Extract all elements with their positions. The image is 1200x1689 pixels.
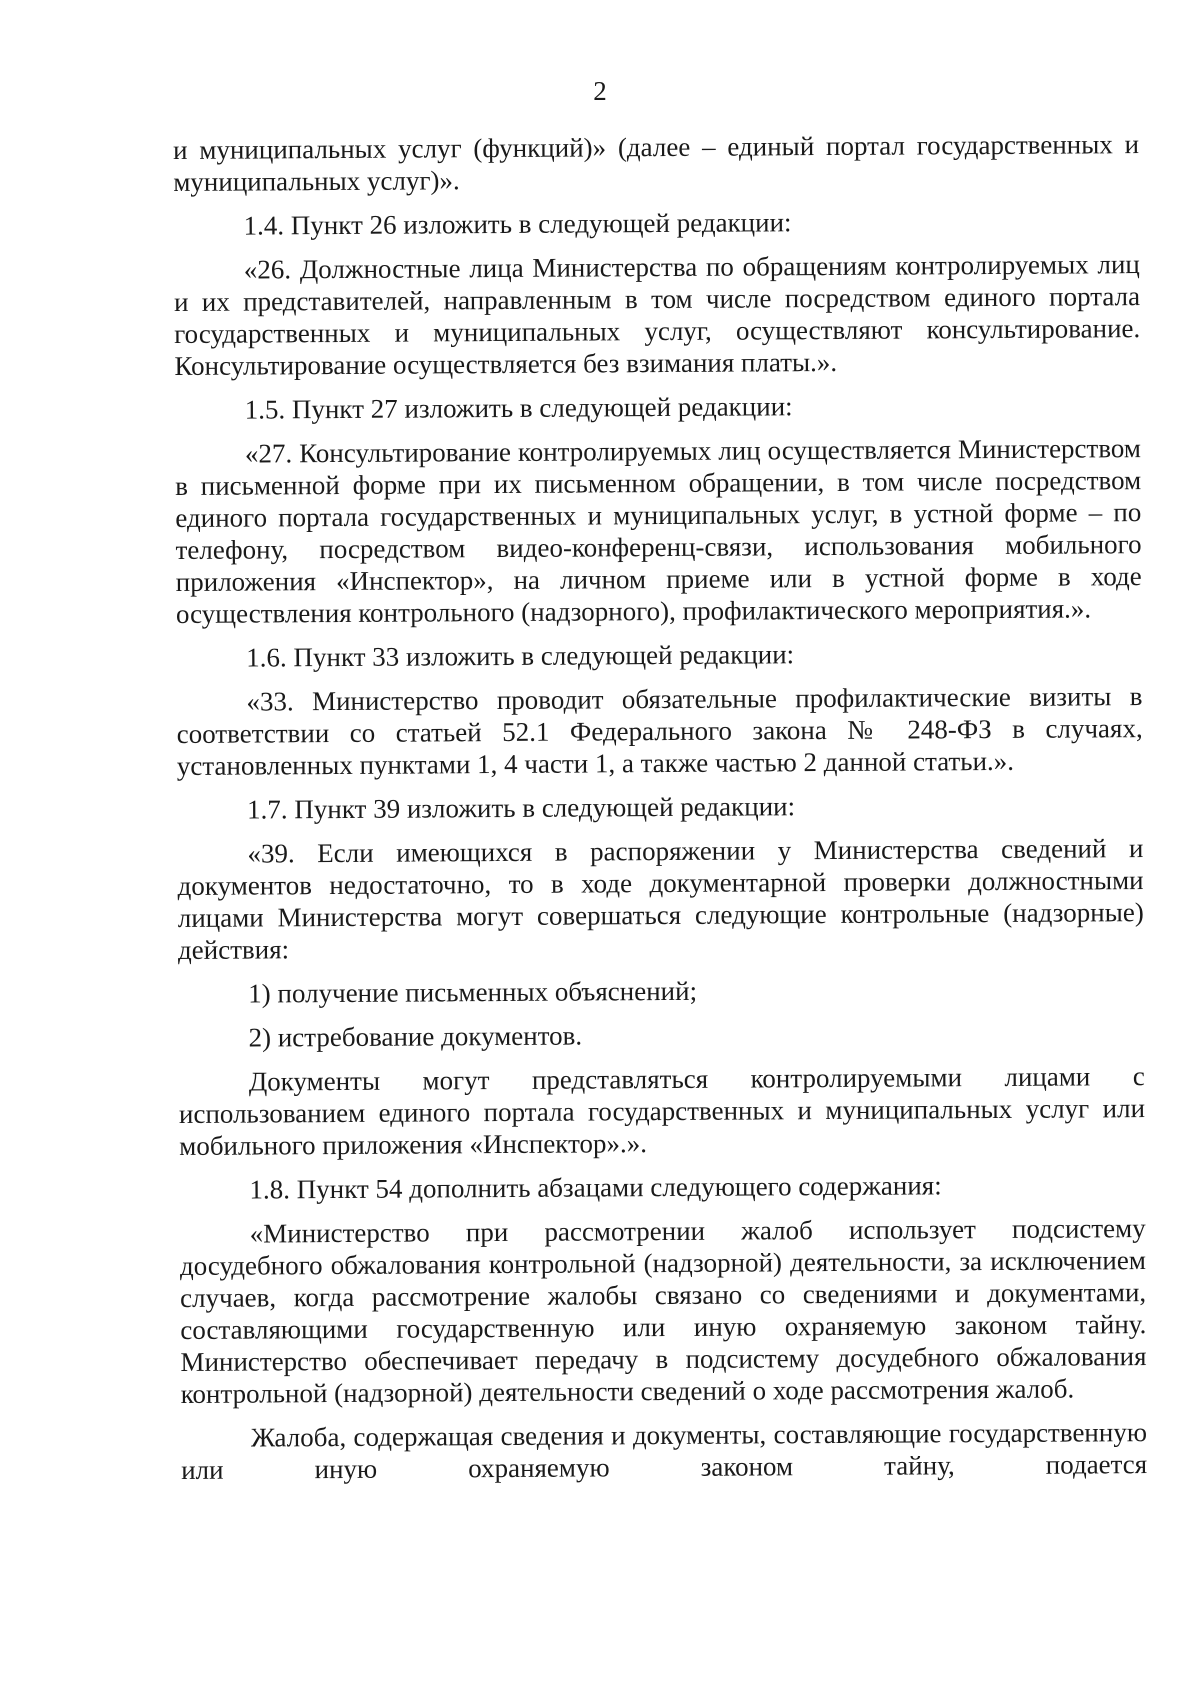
paragraph-item-1-8: 1.8. Пункт 54 дополнить абзацами следующего содержания: — [249, 1170, 942, 1205]
paragraph-item-1-6: 1.6. Пункт 33 изложить в следующей редакции: — [246, 639, 795, 673]
paragraph-clause-33: «33. Министерство проводит обязательные профилактические визиты в соответствии со статьей 52.1 Федерального закона № 248-ФЗ в случаях, установленных пунктами 1, 4 части 1, а также частью 2 данной статьи.». — [176, 681, 1143, 781]
paragraph-documents: Документы могут представляться контролируемыми лицами с использованием единого портала государственных и муниципальных услуг или мобильного приложения «Инспектор».». — [178, 1061, 1146, 1161]
paragraph-item-1-5: 1.5. Пункт 27 изложить в следующей редакции: — [244, 391, 793, 425]
paragraph-clause-26: «26. Должностные лица Министерства по обращениям контролируемых лиц и их представителей, направленным в том числе посредством единого портала государственных и муниципальных услуг, осуществляют консультирование. Консультирование осуществляется без взимания платы.». — [173, 249, 1141, 381]
paragraph-clause-27: «27. Консультирование контролируемых лиц осуществляется Министерством в письменной форме при их письменном обращении, в том числе посредством единого портала государственных и муниципальных услуг, в устной форме – по телефону, посредством видео-конференц-связи, использования мобильного приложения «Инспектор», на личном приеме или в устной форме в ходе осуществления контрольного (надзорного), профилактического мероприятия.». — [175, 433, 1142, 629]
paragraph-complaint-secret: Жалоба, содержащая сведения и документы, составляющие государственную или иную охраняемую законом тайну, подается — [181, 1417, 1148, 1485]
paragraph-clause-39: «39. Если имеющихся в распоряжении у Министерства сведений и документов недостаточно, то в ходе документарной проверки должностными лицами Министерства могут совершаться следующие контрольные (надзорные) действия: — [177, 833, 1144, 965]
paragraph-complaints-subsystem: «Министерство при рассмотрении жалоб использует подсистему досудебного обжалования контрольной (надзорной) деятельности, за исключением случаев, когда рассмотрение жалобы связано со сведениями и документами, составляющими государственную или иную охраняемую законом тайну. Министерство обеспечивает передачу в подсистему досудебного обжалования контрольной (надзорной) деятельности сведений о ходе рассмотрения жалоб. — [179, 1213, 1147, 1409]
paragraph-list-item-2: 2) истребование документов. — [248, 1020, 583, 1053]
paragraph-item-1-7: 1.7. Пункт 39 изложить в следующей редакции: — [247, 791, 796, 825]
page-number: 2 — [593, 76, 607, 106]
document-body — [173, 128, 1147, 1496]
paragraph-item-1-4: 1.4. Пункт 26 изложить в следующей редакции: — [243, 207, 792, 241]
paragraph-list-item-1: 1) получение письменных объяснений; — [248, 975, 698, 1009]
paragraph-continuation: и муниципальных услуг (функций)» (далее – единый портал государственных и муниципальных услуг)». — [173, 129, 1140, 197]
